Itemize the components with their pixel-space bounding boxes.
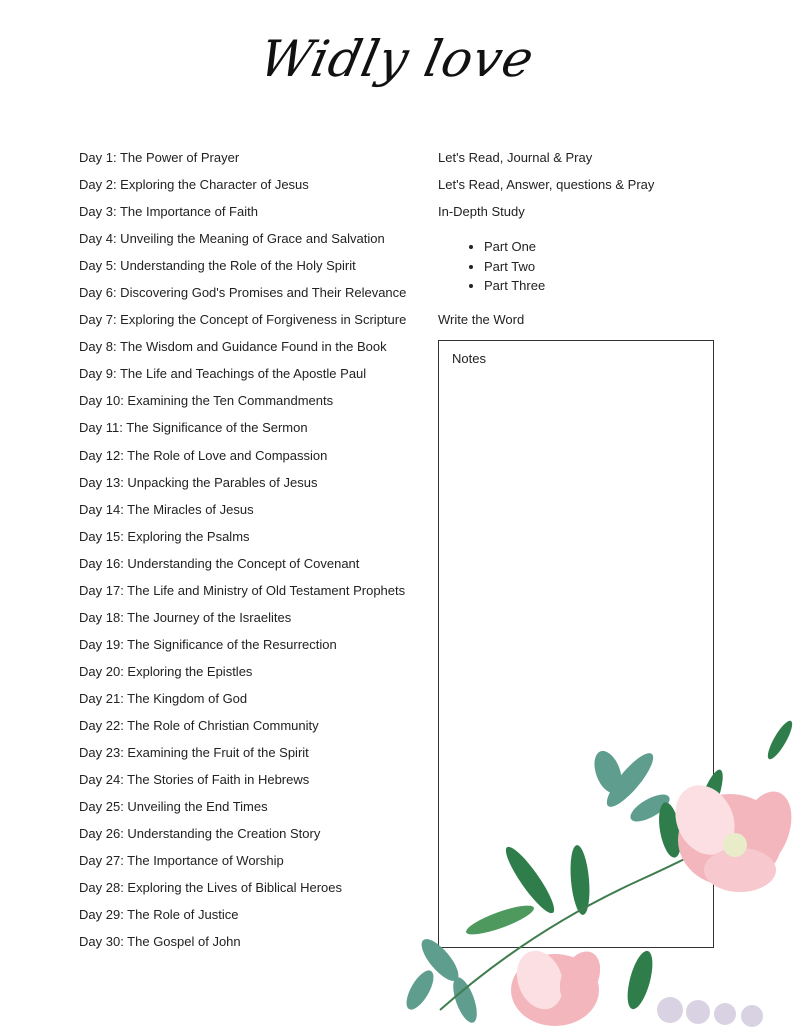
day-item: Day 8: The Wisdom and Guidance Found in the Book (79, 339, 387, 355)
day-item: Day 13: Unpacking the Parables of Jesus (79, 474, 318, 490)
page-title: Widly love (254, 30, 540, 88)
day-item: Day 3: The Importance of Faith (79, 204, 258, 220)
option-read-journal-pray: Let's Read, Journal & Pray (438, 150, 593, 165)
day-item: Day 21: The Kingdom of God (79, 690, 248, 706)
day-item: Day 10: Examining the Ten Commandments (79, 393, 334, 409)
option-read-answer-pray: Let's Read, Answer, questions & Pray (438, 177, 655, 192)
day-list (79, 144, 406, 955)
day-item: Day 28: Exploring the Lives of Biblical Heroes (79, 880, 343, 896)
notes-label: Notes (452, 351, 486, 366)
day-item: Day 11: The Significance of the Sermon (79, 420, 308, 436)
day-item: Day 6: Discovering God's Promises and Their Relevance (79, 285, 407, 301)
day-item: Day 18: The Journey of the Israelites (79, 609, 292, 625)
day-item: Day 7: Exploring the Concept of Forgiveness in Scripture (79, 312, 407, 328)
floral-decoration-icon (380, 680, 794, 1028)
day-item: Day 12: The Role of Love and Compassion (79, 447, 328, 463)
day-item: Day 25: Unveiling the End Times (79, 799, 268, 815)
day-item: Day 20: Exploring the Epistles (79, 663, 253, 679)
study-part-item: • Part Three (484, 276, 738, 296)
write-the-word-label: Write the Word (438, 312, 525, 327)
study-parts-list (438, 237, 738, 296)
day-item: Day 29: The Role of Justice (79, 907, 239, 923)
day-item: Day 14: The Miracles of Jesus (79, 501, 254, 517)
day-item: Day 5: Understanding the Role of the Holy Spirit (79, 258, 356, 274)
day-item: Day 16: Understanding the Concept of Covenant (79, 555, 360, 571)
day-item: Day 24: The Stories of Faith in Hebrews (79, 772, 310, 788)
day-item: Day 27: The Importance of Worship (79, 853, 284, 869)
study-options (438, 144, 738, 296)
day-item: Day 30: The Gospel of John (79, 934, 241, 950)
option-in-depth-study: In-Depth Study (438, 204, 525, 219)
study-part-item: • Part One (484, 237, 738, 257)
day-item: Day 1: The Power of Prayer (79, 150, 240, 165)
day-item: Day 17: The Life and Ministry of Old Testament Prophets (79, 582, 406, 598)
day-item: Day 22: The Role of Christian Community (79, 717, 319, 733)
day-item: Day 2: Exploring the Character of Jesus (79, 177, 309, 193)
day-item: Day 15: Exploring the Psalms (79, 528, 250, 544)
day-item: Day 19: The Significance of the Resurrection (79, 636, 337, 652)
day-item: Day 23: Examining the Fruit of the Spirit (79, 745, 309, 761)
day-item: Day 9: The Life and Teachings of the Apostle Paul (79, 366, 367, 382)
study-part-item: • Part Two (484, 257, 738, 277)
day-item: Day 4: Unveiling the Meaning of Grace and Salvation (79, 231, 385, 247)
day-item: Day 26: Understanding the Creation Story (79, 826, 321, 842)
